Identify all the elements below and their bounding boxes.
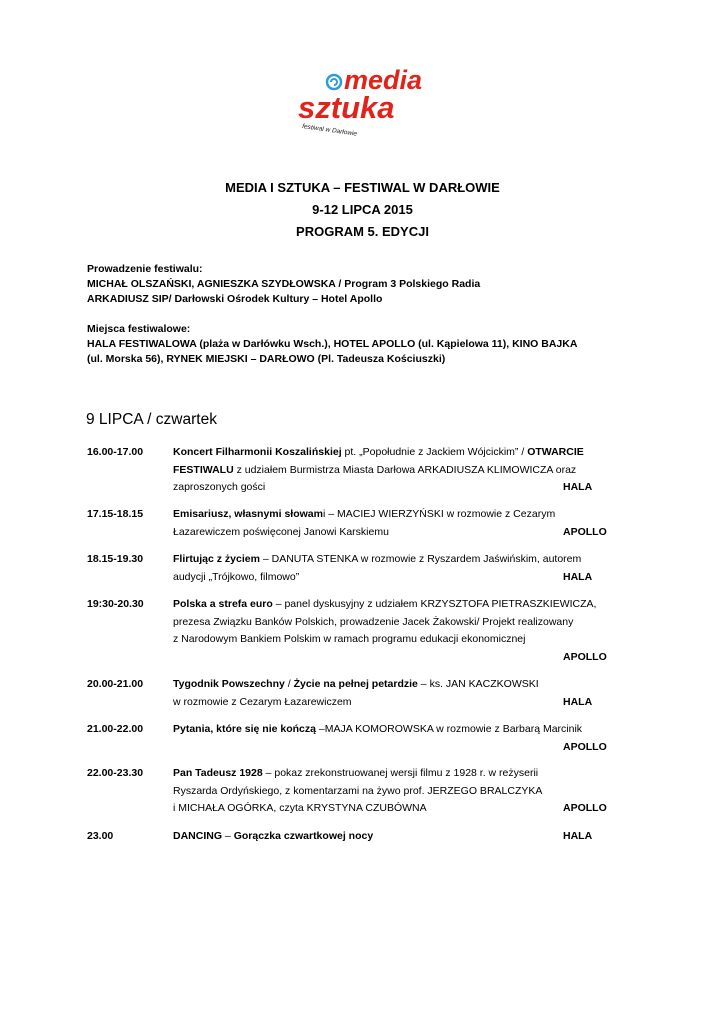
event-text: –MAJA KOMOROWSKA w rozmowie z Barbarą Marcinik (315, 723, 583, 735)
event-title: Flirtując z życiem (173, 553, 260, 565)
event-text: / (284, 678, 294, 690)
title-line-program: PROGRAM 5. EDYCJI (296, 224, 429, 239)
event-title-3: FESTIWALU (173, 463, 234, 476)
event-title: Tygodnik Powszechny (173, 678, 285, 690)
event-venue: APOLLO (563, 525, 607, 538)
festival-logo (288, 56, 438, 142)
event-text-3: zaproszonych gości (173, 481, 266, 493)
event-description (173, 596, 631, 666)
event-text-2: Ryszarda Ordyńskiego, z komentarzami na żywo prof. JERZEGO BRALCZYKA (173, 784, 543, 797)
event-title: Emisariusz, własnymi słowam (173, 508, 323, 520)
event-text: pt. „Popołudnie z Jackiem Wójcickim” / (341, 446, 528, 458)
event-venue: APOLLO (563, 802, 607, 814)
event-text: – panel dyskusyjny z udziałem KRZYSZTOFA PIETRASZKIEWICZA, (272, 598, 597, 610)
event-venue: APOLLO (563, 740, 607, 753)
event-description (173, 444, 631, 497)
event-title: Pan Tadeusz 1928 (173, 767, 263, 779)
event-description (173, 676, 631, 711)
event-title: Polska a strefa euro (173, 598, 273, 610)
event-title: Pytania, które się nie kończą (173, 723, 316, 735)
event-description (173, 551, 631, 586)
event-title-2: OTWARCIE (527, 446, 584, 458)
hosts-label: Prowadzenie festiwalu: (87, 263, 203, 275)
hosts-section (87, 262, 647, 307)
event-time: 16.00-17.00 (87, 446, 144, 458)
event-venue: HALA (563, 481, 593, 493)
event-text-2: w rozmowie z Cezarym Łazarewiczem (173, 695, 352, 708)
event-text-2: prezesa Związku Banków Polskich, prowadzenie Jacek Żakowski/ Projekt realizowany (173, 615, 574, 628)
hosts-line-2: ARKADIUSZ SIP/ Darłowski Ośrodek Kultury – Hotel Apollo (87, 293, 383, 305)
event-text-2: audycji „Trójkowo, filmowo” (173, 570, 300, 583)
logo-word-media: media (344, 65, 423, 95)
event-venue: HALA (563, 570, 593, 583)
document-title (0, 177, 725, 243)
event-text-2: Łazarewiczem poświęconej Janowi Karskiemu (173, 525, 389, 538)
logo-word-sztuka: sztuka (298, 90, 395, 125)
event-text-3: i MICHAŁA OGÓRKA, czyta KRYSTYNA CZUBÓWNA (173, 802, 427, 814)
event-title: Koncert Filharmonii Koszalińskiej (173, 446, 342, 458)
event-text: i – MACIEJ WIERZYŃSKI w rozmowie z Cezarym (322, 508, 556, 520)
logo-swirl-icon (327, 75, 341, 89)
event-text: – (222, 830, 234, 842)
event-venue: HALA (563, 830, 593, 842)
event-venue: APOLLO (563, 650, 607, 663)
venues-line-2: (ul. Morska 56), RYNEK MIEJSKI – DARŁOWO (Pl. Tadeusza Kościuszki) (87, 353, 446, 365)
venues-label: Miejsca festiwalowe: (87, 323, 191, 335)
event-time: 17.15-18.15 (87, 508, 144, 520)
event-time: 23.00 (87, 830, 114, 842)
event-time: 19:30-20.30 (87, 598, 144, 610)
event-text: – DANUTA STENKA w rozmowie z Ryszardem Jaświńskim, autorem (259, 553, 582, 565)
event-description (173, 506, 631, 541)
event-time: 22.00-23.30 (87, 767, 144, 779)
venues-section (87, 322, 647, 367)
event-text: – pokaz zrekonstruowanej wersji filmu z 1928 r. w reżyserii (262, 767, 539, 779)
event-description (173, 765, 631, 818)
event-time: 21.00-22.00 (87, 723, 144, 735)
logo-tagline: festiwal w Darłowie (301, 123, 358, 138)
day-heading: 9 LIPCA / czwartek (86, 411, 217, 428)
event-title-2: Gorączka czwartkowej nocy (233, 830, 374, 842)
event-title-2: Życie na pełnej petardzie (293, 678, 418, 690)
event-title: DANCING (173, 830, 222, 842)
event-description (173, 721, 631, 756)
event-text-2: z udziałem Burmistrza Miasta Darłowa ARKADIUSZA KLIMOWICZA oraz (233, 463, 577, 476)
event-text-3: z Narodowym Bankiem Polskim w ramach programu edukacji ekonomicznej (173, 633, 526, 645)
venues-line-1: HALA FESTIWALOWA (plaża w Darłówku Wsch.), HOTEL APOLLO (ul. Kąpielowa 11), KINO BAJKA (87, 338, 578, 350)
title-line-festival: MEDIA I SZTUKA – FESTIWAL W DARŁOWIE (225, 180, 500, 195)
event-venue: HALA (563, 695, 593, 708)
event-time: 18.15-19.30 (87, 553, 144, 565)
event-description (173, 828, 631, 846)
title-line-dates: 9-12 LIPCA 2015 (312, 202, 413, 217)
logo-graphic (288, 56, 438, 142)
event-time: 20.00-21.00 (87, 678, 144, 690)
event-text-b: – ks. JAN KACZKOWSKI (417, 678, 539, 690)
hosts-line-1: MICHAŁ OLSZAŃSKI, AGNIESZKA SZYDŁOWSKA / Program 3 Polskiego Radia (87, 278, 481, 290)
